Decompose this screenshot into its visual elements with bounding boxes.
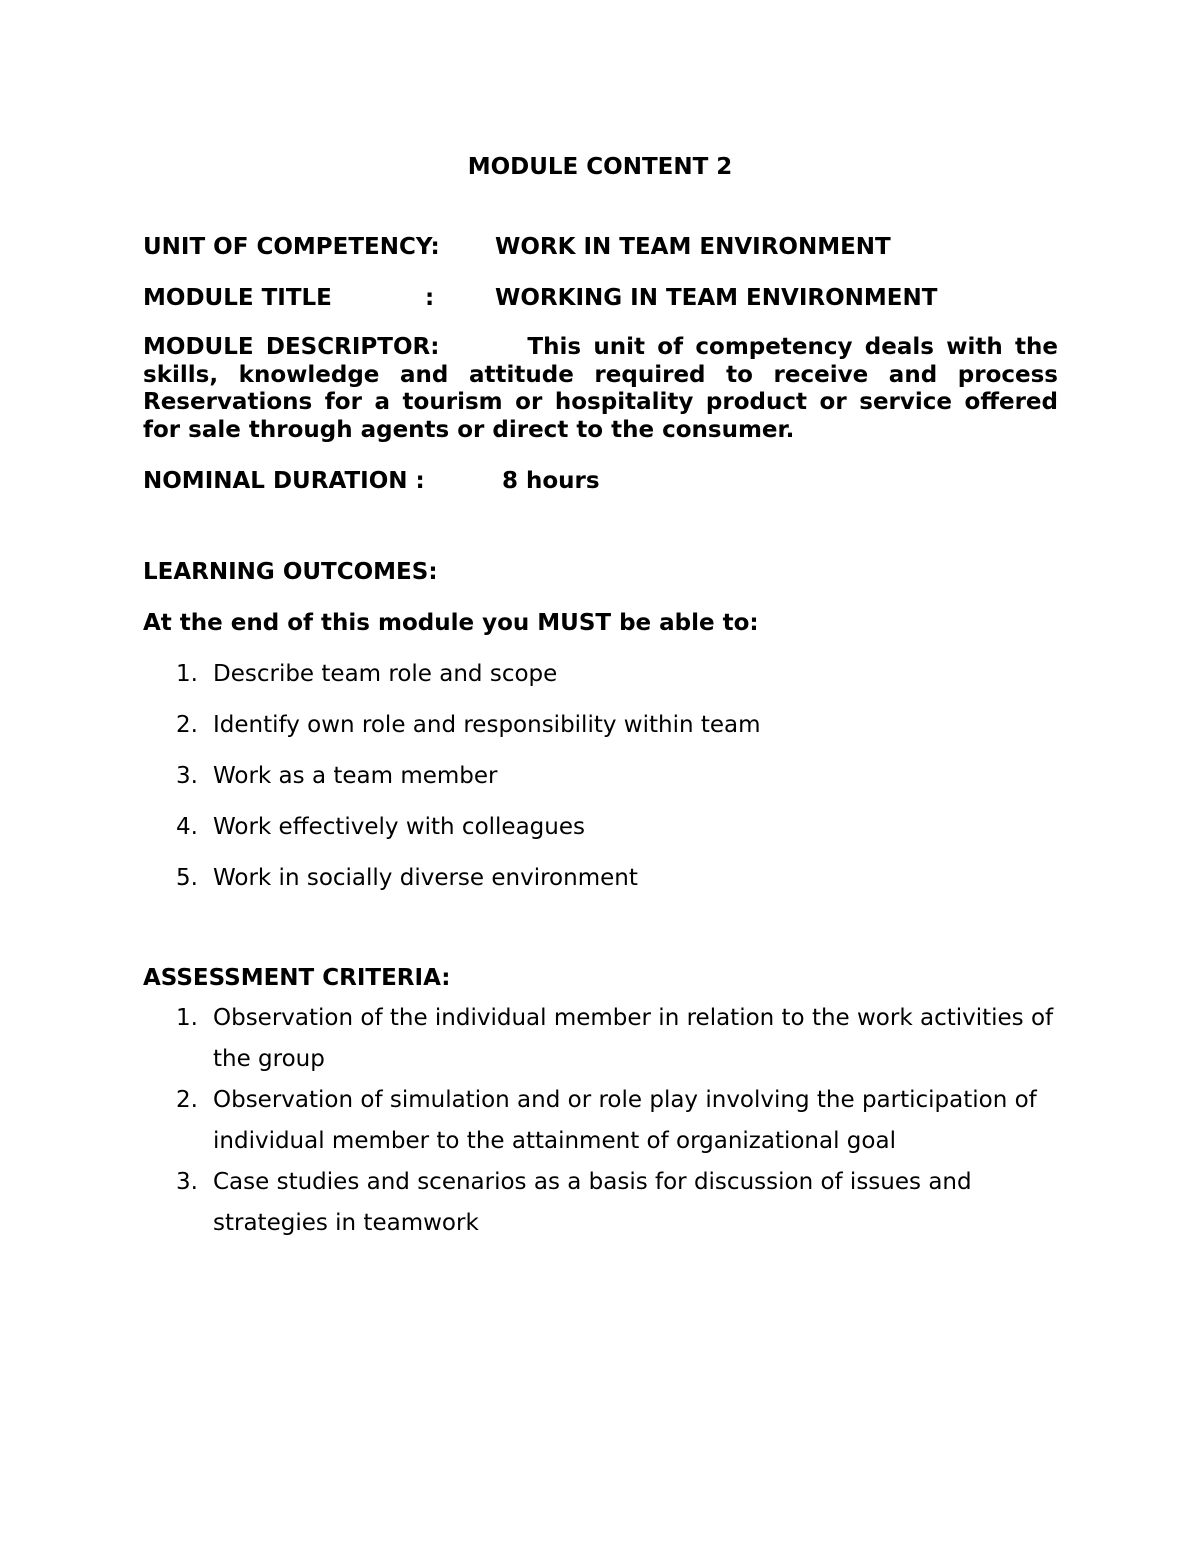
module-descriptor-text: This unit of competency deals with the skills, knowledge and attitude required to receive and process Reservations for a tourism or hospitality product or service offered for sale through agents or direct to the consumer.	[143, 334, 1058, 443]
list-item: 4. Work effectively with colleagues	[176, 814, 585, 840]
learning-outcomes-heading: LEARNING OUTCOMES:	[143, 559, 438, 585]
list-item: 1. Describe team role and scope	[176, 661, 558, 687]
module-descriptor	[143, 334, 1058, 444]
module-title-colon: :	[425, 285, 435, 311]
assessment-criteria-heading: ASSESSMENT CRITERIA:	[143, 965, 451, 991]
list-item: 2. Identify own role and responsibility within team	[176, 712, 761, 738]
list-item: 1. Observation of the individual member in relation to the work activities of the group	[176, 1005, 1054, 1072]
page-title: MODULE CONTENT 2	[467, 154, 733, 180]
nominal-duration-label: NOMINAL DURATION :	[143, 468, 425, 494]
module-descriptor-label: MODULE DESCRIPTOR:	[143, 334, 440, 360]
learning-outcomes-list	[143, 659, 1058, 914]
unit-of-competency-value: WORK IN TEAM ENVIRONMENT	[495, 234, 891, 260]
unit-of-competency-label: UNIT OF COMPETENCY:	[143, 234, 440, 260]
list-item: 5. Work in socially diverse environment	[176, 865, 638, 891]
assessment-criteria-list	[143, 998, 1058, 1244]
list-item: 2. Observation of simulation and or role play involving the participation of individual member to the attainment of organizational goal	[176, 1087, 1037, 1154]
learning-outcomes-intro: At the end of this module you MUST be able to:	[143, 610, 759, 636]
nominal-duration-value: 8 hours	[502, 468, 600, 494]
list-item: 3. Case studies and scenarios as a basis for discussion of issues and strategies in teamwork	[176, 1169, 972, 1236]
module-title-label: MODULE TITLE	[143, 285, 332, 311]
list-item: 3. Work as a team member	[176, 763, 498, 789]
module-title-value: WORKING IN TEAM ENVIRONMENT	[495, 285, 938, 311]
